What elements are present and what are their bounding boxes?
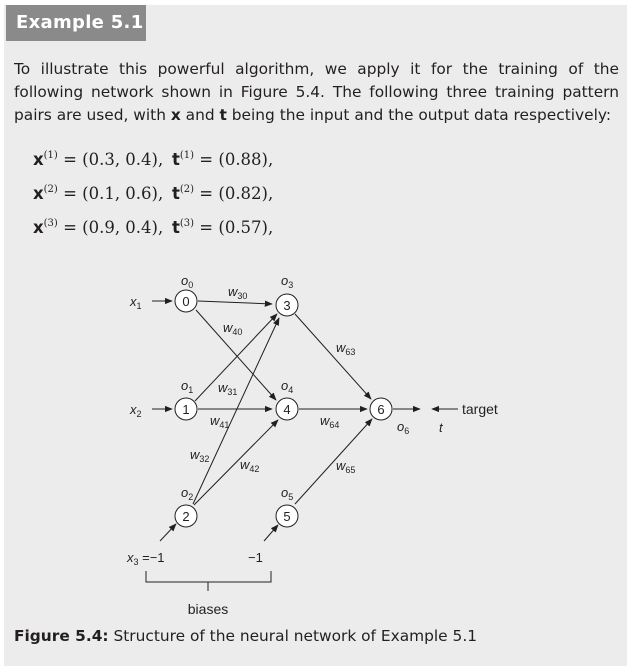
pattern-1-t-symbol: t xyxy=(172,150,180,169)
pattern-1-x-sup: (1) xyxy=(43,149,58,161)
output-label-o0: $o_0$ xyxy=(181,273,194,290)
pattern-3-t-symbol: t xyxy=(172,218,180,237)
pattern-2-t-symbol: t xyxy=(172,184,180,203)
edge-x3-2 xyxy=(160,524,176,541)
output-label-o1: $o_1$ xyxy=(181,378,194,395)
pattern-2-x-symbol: x xyxy=(33,184,44,203)
target-symbol: t xyxy=(439,420,443,435)
biases-bracket xyxy=(146,571,271,582)
pattern-3-x-symbol: x xyxy=(33,218,44,237)
weight-w42: $w_{42}$ xyxy=(240,457,260,474)
intro-x-bold: x xyxy=(170,106,181,124)
pattern-3-t-value: = (0.57), xyxy=(194,218,274,237)
input-label-x1: $x_1$ xyxy=(130,294,142,311)
pattern-3-t-sup: (3) xyxy=(179,217,195,229)
weight-w64: $w_{64}$ xyxy=(320,413,340,430)
intro-text-2: and xyxy=(180,106,220,124)
weight-w65: $w_{65}$ xyxy=(336,458,356,475)
input-label-x2: $x_2$ xyxy=(130,402,142,419)
intro-text-1: To illustrate this powerful algorithm, we apply it for the training of the following network shown in Figure 5.4. The following three training pattern pairs are used, with xyxy=(14,60,619,124)
pattern-1-x-value: = (0.3, 0.4), xyxy=(57,150,164,169)
output-label-o4: $o_4$ xyxy=(281,378,294,395)
node-6-label: 6 xyxy=(377,402,385,417)
output-label-o2: $o_2$ xyxy=(181,485,194,502)
node-0-label: 0 xyxy=(182,294,190,309)
figure-caption xyxy=(14,627,477,645)
edge-bias-5 xyxy=(264,525,278,541)
pattern-2-t-value: = (0.82), xyxy=(194,184,274,203)
node-4-label: 4 xyxy=(283,402,291,417)
weight-w41: $w_{41}$ xyxy=(210,413,230,430)
output-label-o3: $o_3$ xyxy=(281,273,294,290)
input-label-x3: $x_3 =-1$ xyxy=(127,550,165,567)
node-1-label: 1 xyxy=(182,402,190,417)
target-label: target xyxy=(462,401,498,417)
pattern-2-x-value: = (0.1, 0.6), xyxy=(57,184,164,203)
biases-label: biases xyxy=(187,601,229,617)
weight-w32: $w_{32}$ xyxy=(190,447,210,464)
example-header: Example 5.1 xyxy=(6,5,146,41)
edge-5-6 xyxy=(295,419,372,504)
pattern-3-x-value: = (0.9, 0.4), xyxy=(57,218,164,237)
weight-w30: $w_{30}$ xyxy=(228,284,248,301)
weight-w63: $w_{63}$ xyxy=(336,340,356,357)
pattern-2-t-sup: (2) xyxy=(179,183,195,195)
pattern-1-t-sup: (1) xyxy=(179,149,195,161)
edge-3-6 xyxy=(295,314,371,399)
intro-text-3: being the input and the output data respectively: xyxy=(226,106,612,124)
output-label-o5: $o_5$ xyxy=(281,485,294,502)
intro-t-bold: t xyxy=(219,106,227,124)
pattern-3-x-sup: (3) xyxy=(43,217,58,229)
pattern-1-t-value: = (0.88), xyxy=(194,150,274,169)
weight-w31: $w_{31}$ xyxy=(218,380,238,397)
node-2-label: 2 xyxy=(182,509,190,524)
pattern-1-x-symbol: x xyxy=(33,150,44,169)
pattern-2-x-sup: (2) xyxy=(43,183,58,195)
output-label-o6: $o_6$ xyxy=(397,419,410,436)
edge-2-3 xyxy=(193,318,279,504)
bias-label-5: −1 xyxy=(248,550,263,565)
node-5-label: 5 xyxy=(283,509,291,524)
weight-w40: $w_{40}$ xyxy=(223,320,243,337)
edge-0-3 xyxy=(198,301,272,304)
node-3-label: 3 xyxy=(283,298,291,313)
caption-text: Structure of the neural network of Example 5.1 xyxy=(108,627,477,645)
caption-label: Figure 5.4: xyxy=(14,627,109,645)
